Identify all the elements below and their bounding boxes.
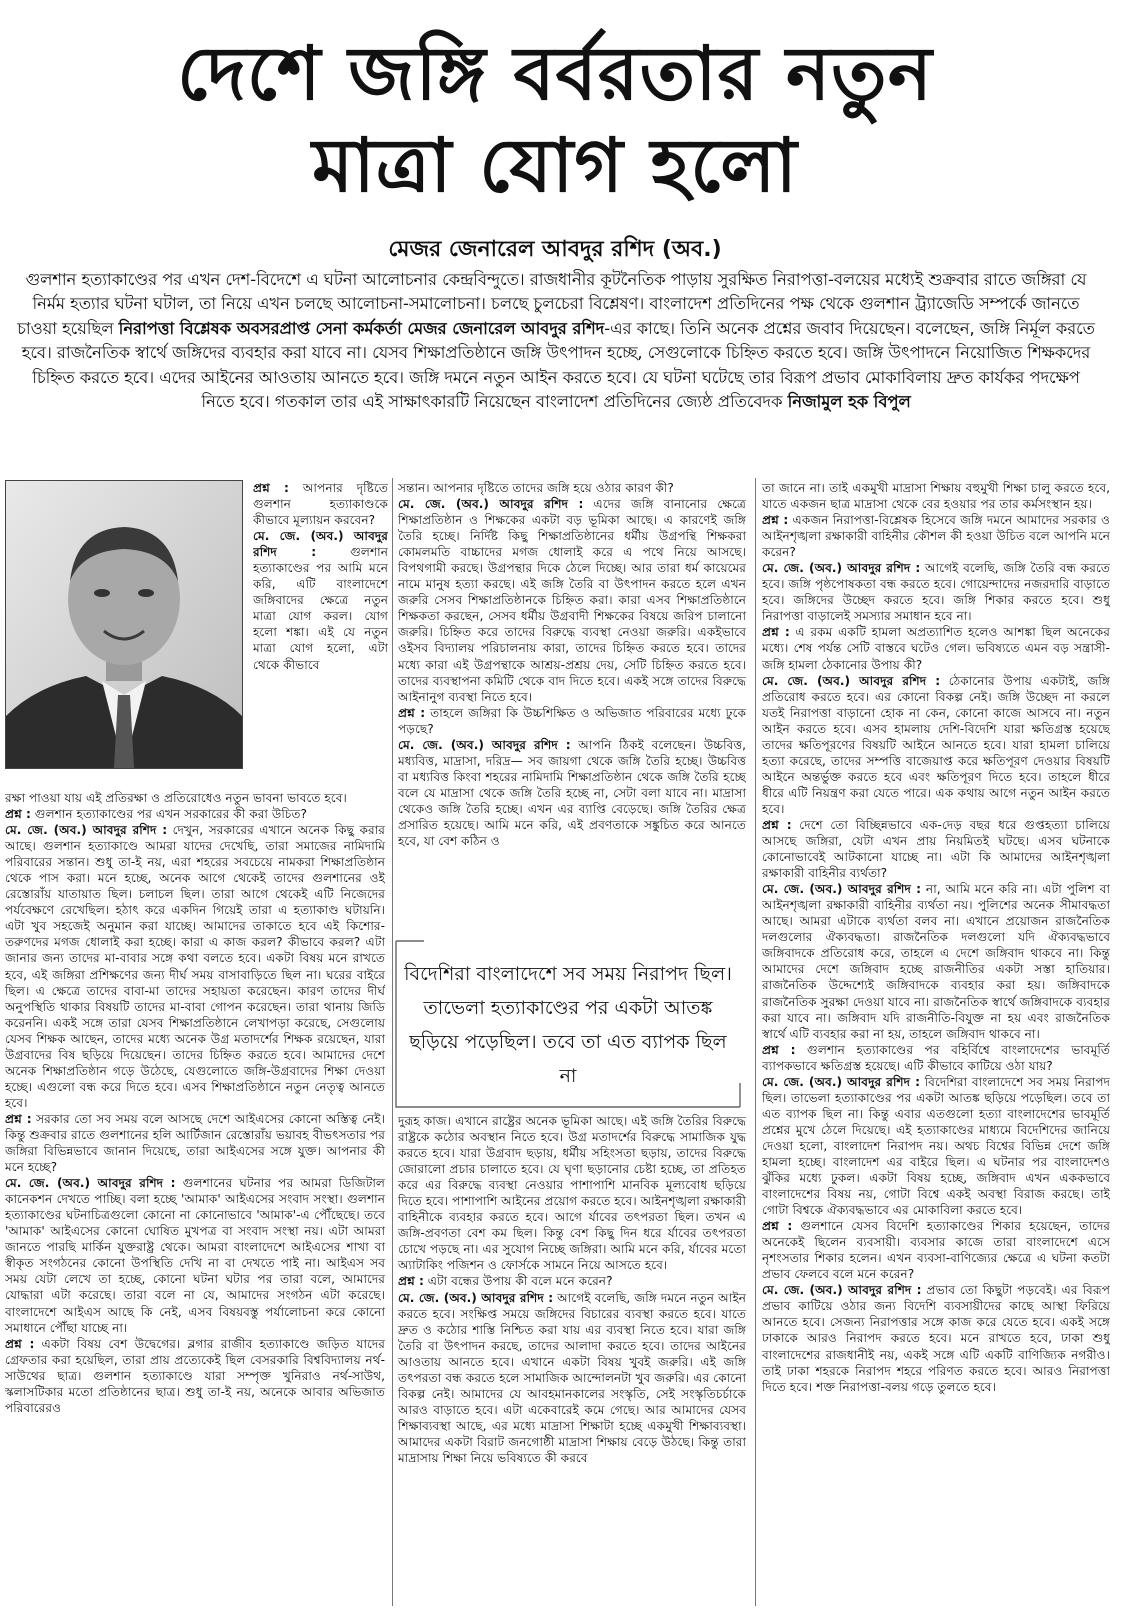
paragraph-text: একজন নিরাপত্তা-বিশ্লেষক হিসেবে জঙ্গি দমনে আমাদের সরকার ও আইনশৃঙ্খলা রক্ষাকারী বাহিনীর কৌশল কী হওয়া উচিত বলে আপনি মনে করেন?	[762, 513, 1110, 560]
column-2-bottom	[398, 1113, 746, 1608]
intro-text-1: গুলশান হত্যাকাণ্ডের পর এখন দেশ-বিদেশে এ ঘটনা আলোচনার কেন্দ্রবিন্দুতে। রাজধানীর কূটনৈতিক পাড়ায় সুরক্ষিত নিরাপত্তা-বলয়ের মধ্যেই শুক্রবার রাতে জঙ্গিরা যে নির্মম হত্যার ঘটনা ঘটাল, তা নিয়ে এখন চলছে আলোচনা-সমালোচনা। চলছে চুলচেরা বিশ্লেষণ। বাংলাদেশ প্রতিদিনের পক্ষ থেকে গুলশান ট্র্যাজেডি সম্পর্কে জানতে চাওয়া হয়েছিল	[17, 270, 1087, 338]
question-label: প্রশ্ন :	[762, 1042, 796, 1057]
paragraph-text: দেশে তো বিচ্ছিন্নভাবে এক-দেড় বছর ধরে গুপ্তহত্যা চালিয়ে আসছে জঙ্গিরা, যেটা এখন প্রায় নিয়মিতই ঘটছে। এসব ঘটনাকে কোনোভাবেই আটকানো যাচ্ছে না। এটা কি আমাদের আইনশৃঙ্খলা রক্ষাকারী বাহিনীর ব্যর্থতা?	[762, 817, 1110, 881]
pull-quote	[390, 935, 746, 1113]
paragraph-text: সরকার তো সব সময় বলে আসছে দেশে আইএসের কোনো অস্তিত্ব নেই। কিন্তু শুক্রবার রাতে গুলশানের হলি আর্টিজান রেস্তোরাঁয় ভয়াবহ বীভৎসতার পর জঙ্গিরা বিভিন্নভাবে জানান দিয়েছে, তারা আইএসের সঙ্গে যুক্ত। আপনার কী মনে হচ্ছে?	[5, 1111, 385, 1175]
pull-quote-text: বিদেশিরা বাংলাদেশে সব সময় নিরাপদ ছিল। তাভেলা হত্যাকাণ্ডের পর একটা আতঙ্ক ছড়িয়ে পড়েছিল। তবে তা এত ব্যাপক ছিল না	[404, 963, 732, 1087]
paragraph-text: বিদেশিরা বাংলাদেশে সব সময় নিরাপদ ছিল। তাভেলা হত্যাকাণ্ডের পর একটা আতঙ্ক ছড়িয়ে পড়েছিল। তবে তা এত ব্যাপক ছিল না। কিন্তু এবার এতগুলো হত্যা বাংলাদেশের ভাবমূর্তি প্রশ্নের মুখে ঠেলে দিয়েছে। এই হত্যাকাণ্ডের মাধ্যমে বিদেশিদের জানিয়ে দেওয়া হলো, বাংলাদেশ নিরাপদ নয়। অথচ বিশ্বের বিভিন্ন দেশে জঙ্গি হামলা হচ্ছে। বাংলাদেশ এর বাইরে ছিল। এ ঘটনার পর বাংলাদেশও ঝুঁকির মধ্যে ঢুকল। একটা বিষয় হচ্ছে, জঙ্গিবাদ এখন এককভাবে বাংলাদেশের বিষয় নয়, গোটা বিশ্বে একই অবস্থা বিরাজ করছে। তাই গোটা বিশ্বকে ঐক্যবদ্ধভাবে এর মোকাবিলা করতে হবে।	[762, 1074, 1110, 1218]
qa-paragraph	[762, 817, 1110, 881]
qa-paragraph	[762, 1042, 1110, 1074]
paragraph-text: আপনার দৃষ্টিতে গুলশান হত্যাকাণ্ডকে কীভাবে মূল্যায়ন করবেন?	[253, 481, 388, 528]
qa-paragraph	[762, 512, 1110, 560]
paragraph-text: গুলশান হত্যাকাণ্ডের পর বহির্বিশ্বে বাংলাদেশের ভাবমূর্তি ব্যাপকভাবে ক্ষতিগ্রস্ত হয়েছে। এটি কীভাবে কাটিয়ে ওঠা যায়?	[762, 1042, 1110, 1073]
question-label: প্রশ্ন :	[762, 1219, 793, 1234]
paragraph-text: প্রভাব তো কিছুটা পড়বেই। এর বিরূপ প্রভাব কাটিয়ে ওঠার জন্য বিদেশি ব্যবসায়ীদের কাছে আস্থা ফিরিয়ে আনতে হবে। সেজন্য নিরাপত্তার সঙ্গে কাজ করে যেতে হবে। একই সঙ্গে ঢাকাকে আরও নিরাপদ করতে হবে। মনে রাখতে হবে, ঢাকা শুধু বাংলাদেশের রাজধানীই নয়, একই সঙ্গে এটি একটি বাণিজ্যিক নগরীও। তাই ঢাকা শহরকে নিরাপদ শহরে পরিণত করতে হবে। আরও নিরাপত্তা দিতে হবে। শক্ত নিরাপত্তা-বলয় গড়ে তুলতে হবে।	[762, 1283, 1110, 1394]
byline: মেজর জেনারেল আবদুর রশিদ (অব.)	[388, 237, 722, 262]
paragraph-text: দেখুন, সরকারের এখানে অনেক কিছু করার আছে। গুলশান হত্যাকাণ্ডে আমরা যাদের দেখেছি, তারা সমাজের নামিদামি পরিবারের সন্তান। শুধু তা-ই নয়, এরা শহরের সবচেয়ে নামকরা শিক্ষাপ্রতিষ্ঠান থেকে পাস করা। মনে হচ্ছে, অনেক আগে থেকেই তাদের গুলশানের ওই রেস্তোরাঁয় যাতায়াত ছিল। চলাচল ছিল। তারা আগে থেকেই এটি নিজেদের পর্যবেক্ষণে রেখেছিল। হঠাৎ করে একদিন গিয়েই তারা এ হত্যাকাণ্ড ঘটায়নি। এটা খুব সহজেই অনুমান করা যাচ্ছে। আমাদের তাকাতে হবে এই কিশোর-তরুণদের মগজ ধোলাই করা হচ্ছে। কারা এ কাজ করল? কীভাবে করল? এটা জানার জন্য তাদের মা-বাবার সঙ্গে কথা বলতে হবে। একটা বিষয় মনে রাখতে হবে, এই জঙ্গিরা প্রশিক্ষণের জন্য দীর্ঘ সময় বাসাবাড়িতে ছিল না। ঘরের বাইরে ছিল। এ ক্ষেত্রে তাদের বাবা-মা তাদের সহায়তা করেছেন। কারণ তাদের দীর্ঘ অনুপস্থিতি থাকার বিষয়টি তাদের মা-বাবা গোপন করেছেন। তারা থানায় জিডি করেননি। একই সঙ্গে তারা যেসব শিক্ষাপ্রতিষ্ঠানে লেখাপড়া করেছে, সেগুলোয় যেসব শিক্ষক আছেন, তাদের মধ্যে অনেক উগ্র মতাদর্শের শিক্ষক রয়েছেন, যারা উগ্রবাদের বিষ ছড়িয়ে দিয়েছেন। তাদের চিহ্নিত করতে হবে। আমাদের দেশে অনেক শিক্ষাপ্রতিষ্ঠান গড়ে উঠেছে, যেগুলোতে জঙ্গি-উগ্রবাদের শিক্ষা দেওয়া হচ্ছে। এগুলো বন্ধ করে দিতে হবে। এসব শিক্ষাপ্রতিষ্ঠানে নতুন নেতৃত্ব আনতে হবে।	[5, 823, 385, 1110]
question-label: প্রশ্ন :	[762, 625, 790, 640]
intro-text-2: -এর কাছে। তিনি অনেক প্রশ্নের জবাব দিয়েছেন। বলেছেন, জঙ্গি নির্মূল করতে হবে। রাজনৈতিক স্বার্থে জঙ্গিদের ব্যবহার করা যাবে না। যেসব শিক্ষাপ্রতিষ্ঠানে জঙ্গি উৎপাদন হচ্ছে, সেগুলোকে চিহ্নিত করতে হবে। জঙ্গি উৎপাদনে নিয়োজিত শিক্ষকদের চিহ্নিত করতে হবে। এদের আইনের আওতায় আনতে হবে। জঙ্গি দমনে নতুন আইন করতে হবে। যে ঘটনা ঘটেছে তার বিরূপ প্রভাব মোকাবিলায় দ্রুত কার্যকর পদক্ষেপ নিতে হবে। গতকাল তার এই সাক্ষাৎকারটি নিয়েছেন বাংলাদেশ প্রতিদিনের জ্যেষ্ঠ প্রতিবেদক	[21, 318, 1095, 412]
qa-paragraph	[762, 560, 1110, 624]
paragraph-text: এ রকম একটি হামলা অপ্রত্যাশিত হলেও আশঙ্কা ছিল অনেকের মধ্যে। শেষ পর্যন্ত সেটি বাস্তবে ঘটেও গেল। ভবিষ্যতে এমন বড় সন্ত্রাসী-জঙ্গি হামলা ঠেকানোর উপায় কী?	[762, 625, 1110, 672]
paragraph-text: একটা বিষয় বেশ উদ্বেগের। ব্লগার রাজীব হত্যাকাণ্ডে জড়িত যাদের গ্রেফতার করা হয়েছিল, তারা প্রায় প্রত্যেকেই ছিল বেসরকারি বিশ্ববিদ্যালয় নর্থ-সাউথের ছাত্র। গুলশান হত্যাকাণ্ডে যারা সম্পৃক্ত খুনিরাও নর্থ-সাউথ, স্কলাসটিকার মতো প্রতিষ্ঠানের ছাত্র। শুধু তা-ই নয়, অনেকে আবার অভিজাত পরিবারেরও	[5, 1336, 385, 1415]
answer-label: মে. জে. (অব.) আবদুর রশিদ :	[398, 737, 571, 752]
qa-paragraph	[398, 1290, 746, 1467]
qa-paragraph	[762, 881, 1110, 1041]
intro-bold-reporter: নিজামুল হক বিপুল	[787, 392, 911, 412]
qa-paragraph	[398, 480, 746, 496]
qa-paragraph	[398, 737, 746, 849]
headline-line-1: দেশে জঙ্গি বর্বরতার নতুন	[177, 31, 933, 117]
qa-paragraph	[5, 1336, 385, 1416]
answer-label: মে. জে. (অব.) আবদুর রশিদ :	[398, 497, 584, 512]
qa-paragraph	[5, 1111, 385, 1175]
paragraph-text: এটা বন্ধের উপায় কী বলে মনে করেন?	[423, 1274, 613, 1289]
answer-label: মে. জে. (অব.) আবদুর রশিদ :	[5, 823, 168, 838]
question-label: প্রশ্ন :	[398, 1274, 424, 1289]
column-1	[5, 790, 385, 1608]
paragraph-text: ঠেকানোর উপায় একটাই, জঙ্গি প্রতিরোধ করতে হবে। এর কোনো বিকল্প নেই। জঙ্গি উচ্ছেদ না করলে যতই নিরাপত্তা বাড়ানো হোক না কেন, কোনো কাজে আসবে না। নতুন আইন করতে হবে। এসব হামলায় দেশি-বিদেশি যারা ক্ষতিগ্রস্ত হয়েছে তাদের ক্ষতিপূরণের বিষয়টি আইনে আনতে হবে। যারা হামলা চালিয়ে হত্যা করেছে, তাদের সম্পত্তি বাজেয়াপ্ত করে ক্ষতিপূরণ দেওয়ার বিষয়টি আইনে অন্তর্ভুক্ত করতে হবে এবং ক্ষতিপূরণ দিতে হবে। তাহলে ধীরে ধীরে এটি নিয়ন্ত্রণ করা যেতে পারে। এক কথায় আগে নতুন আইন করতে হবে।	[762, 673, 1110, 816]
paragraph-text: সন্তান। আপনার দৃষ্টিতে তাদের জঙ্গি হয়ে ওঠার কারণ কী?	[398, 481, 674, 495]
qa-paragraph	[5, 1175, 385, 1335]
answer-label: মে. জে. (অব.) আবদুর রশিদ :	[762, 1074, 920, 1089]
column-beside-photo	[253, 480, 388, 790]
qa-paragraph	[398, 1273, 746, 1289]
qa-paragraph	[762, 624, 1110, 672]
paragraph-text: এদের জঙ্গি বানানোর ক্ষেত্রে শিক্ষাপ্রতিষ্ঠান ও শিক্ষকের একটা বড় ভূমিকা আছে। এ কারণেই জঙ্গি তৈরি হচ্ছে। নির্দিষ্ট কিছু শিক্ষাপ্রতিষ্ঠানের ধর্মীয় উগ্রপন্থি শিক্ষকরা কোমলমতি বাচ্চাদের মগজ ধোলাই করে এ পথে নিয়ে আসছে। বিপথগামী করছে। উগ্রপন্থার দিকে ঠেলে দিচ্ছে। আর তারা ধর্ম কায়েমের নামে মানুষ হত্যা করছে। এই জঙ্গি তৈরি বা উৎপাদন করতে হলে এখন জরুরি সেসব শিক্ষাপ্রতিষ্ঠানকে চিহ্নিত করা। কারা এসব শিক্ষাপ্রতিষ্ঠানে শিক্ষকতা করছেন, সেসব ধর্মীয় উগ্রবাদী শিক্ষকের বিষয়ে জরিপ চালানো জরুরি। চিহ্নিত করে তাদের বিরুদ্ধে ব্যবস্থা নেওয়া জরুরি। একইভাবে ওইসব বিদ্যালয় পরিচালনায় কারা, তাদের চিহ্নিত করতে হবে। তাদের মধ্যে কারা এই উগ্রপন্থাকে আশ্রয়-প্রশ্রয় দেয়, সেটি চিহ্নিত করতে হবে। তাদের ব্যবস্থাপনা কমিটি থেকে বাদ দিতে হবে। একই সঙ্গে তাদের বিরুদ্ধে আইনানুগ ব্যবস্থা নিতে হবে।	[398, 497, 746, 704]
qa-paragraph	[5, 806, 385, 822]
answer-label: মে. জে. (অব.) আবদুর রশিদ :	[398, 1290, 554, 1305]
qa-paragraph	[5, 790, 385, 806]
qa-paragraph	[762, 1074, 1110, 1218]
intro-bold-subject: নিরাপত্তা বিশ্লেষক অবসরপ্রাপ্ত সেনা কর্মকর্তা মেজর জেনারেল আবদুর রশিদ	[118, 318, 605, 338]
question-label: প্রশ্ন :	[762, 817, 792, 832]
paragraph-text: দুরূহ কাজ। এখানে রাষ্ট্রের অনেক ভূমিকা আছে। এই জঙ্গি তৈরির বিরুদ্ধে রাষ্ট্রকে কঠোর অবস্থান নিতে হবে। উগ্র মতাদর্শের বিরুদ্ধে সামাজিক যুদ্ধ করতে হবে। যারা উগ্রবাদ ছড়ায়, ধর্মীয় সহিংসতা ছড়ায়, তাদের বিরুদ্ধে জোরালো প্রচার চালাতে হবে। যে ঘৃণা ছড়ানোর চেষ্টা হচ্ছে, তা প্রতিহত করে এর বিরুদ্ধে ব্যবস্থা নেওয়ার পাশাপাশি মানবিক মূল্যবোধ ছড়িয়ে দিতে হবে। পাশাপাশি আইনের প্রয়োগ করতে হবে। আইনশৃঙ্খলা রক্ষাকারী বাহিনীকে ব্যবহার করতে হবে। আগে র্যাবের তৎপরতা ছিল। তখন এ জঙ্গি-প্রবণতা বেশ কম ছিল। কিন্তু বেশ কিছু দিন ধরে র্যাবের তৎপরতা চোখে পড়ছে না। এর সুযোগ নিচ্ছে জঙ্গিরা। আমি মনে করি, র্যাবের মতো অ্যাটাকিং পজিশন ও ফোর্সকে সামনে নিয়ে আসতে হবে।	[398, 1114, 746, 1273]
question-label: প্রশ্ন :	[253, 481, 289, 495]
question-label: প্রশ্ন :	[398, 705, 426, 720]
qa-paragraph	[762, 1282, 1110, 1394]
qa-paragraph	[762, 1218, 1110, 1282]
qa-paragraph	[762, 673, 1110, 817]
paragraph-text: গুলশান হত্যাকাণ্ডের পর আমি মনে করি, এটি বাংলাদেশে জঙ্গিবাদের ক্ষেত্রে নতুন মাত্রা যোগ করল। যোগ হলো শঙ্কা। এই যে নতুন মাত্রা যোগ হলো, এটা থেকে কীভাবে	[253, 545, 388, 672]
paragraph-text: না, আমি মনে করি না। এটা পুলিশ বা আইনশৃঙ্খলা রক্ষাকারী বাহিনীর ব্যর্থতা নয়। পুলিশের অনেক সীমাবদ্ধতা আছে। আমরা এটাকে ব্যর্থতা বলব না। এখানে প্রয়োজন রাজনৈতিক দলগুলোর ঐক্যবদ্ধতা। রাজনৈতিক দলগুলো যদি ঐক্যবদ্ধভাবে জঙ্গিবাদকে প্রতিরোধ করে, তাহলে এ দেশে জঙ্গিবাদ থাকবে না। কিন্তু আমাদের দেশে জঙ্গিবাদ হচ্ছে রাজনীতির একটা সস্তা হাতিয়ার। রাজনৈতিক উদ্দেশ্যেই জঙ্গিবাদকে ব্যবহার করা হয়। জঙ্গিবাদকে রাজনৈতিক সুরক্ষা দেওয়া যাবে না। রাজনৈতিক স্বার্থে জঙ্গিবাদকে ব্যবহার করা যাবে না। জঙ্গিবাদ যদি রাজনীতি-বিযুক্ত না হয় এবং রাজনৈতিক স্বার্থে এটি ব্যবহার করা না হয়, তাহলে জঙ্গিবাদ থাকবে না।	[762, 882, 1110, 1041]
column-divider	[755, 478, 756, 1606]
qa-paragraph	[253, 480, 388, 528]
paragraph-text: গুলশান হত্যাকাণ্ডের পর এখন সরকারের কী করা উচিত?	[30, 807, 307, 822]
intro-paragraph	[16, 268, 1096, 414]
answer-label: মে. জে. (অব.) আবদুর রশিদ :	[762, 673, 941, 688]
interviewee-photo	[5, 480, 243, 769]
column-divider	[392, 478, 393, 1606]
qa-paragraph	[253, 528, 388, 672]
column-3	[762, 480, 1110, 1608]
paragraph-text: রক্ষা পাওয়া যায় এই প্রতিরক্ষা ও প্রতিরোধেও নতুন ভাবনা ভাবতে হবে।	[5, 791, 347, 805]
answer-label: মে. জে. (অব.) আবদুর রশিদ :	[5, 1176, 176, 1191]
paragraph-text: গুলশানের ঘটনার পর আমরা ডিজিটাল কানেকশন দেখতে পাচ্ছি। বলা হচ্ছে 'আমাক' আইএসের সংবাদ সংস্থা। গুলশান হত্যাকাণ্ডের ঘটনাচিত্রগুলো কোনো না কোনোভাবে 'আমাক'-এ পৌঁছেছে। তবে 'আমাক' আইএসের কোনো ঘোষিত মুখপত্র বা সংবাদ সংস্থা নয়। এটা আমরা জানতে পারছি মার্কিন যুক্তরাষ্ট্র থেকে। আমরা বাংলাদেশে আইএসের শাখা বা স্বীকৃত সংগঠনের কোনো উপস্থিতি দেখি না বা দেখতে পাই না। আইএস সব সময় যেটা লেখে তা হচ্ছে, কোনো ঘটনা ঘটার পর তারা বলে, আমাদের যোদ্ধারা এটা করেছে। তারা বলে না যে, আমাদের সংগঠন এটা করেছে। বাংলাদেশে আইএস আছে কি নেই, এসব বিষয়বস্তু পর্যালোচনা করে কোনো সমাধানে পৌঁছা যাচ্ছে না।	[5, 1176, 385, 1335]
column-2-top	[398, 480, 746, 900]
question-label: প্রশ্ন :	[762, 513, 789, 528]
answer-label: মে. জে. (অব.) আবদুর রশিদ :	[762, 561, 921, 576]
paragraph-text: তাহলে জঙ্গিরা কি উচ্চশিক্ষিত ও অভিজাত পরিবারের মধ্যে ঢুকে পড়ছে?	[398, 705, 746, 736]
qa-paragraph	[762, 480, 1110, 512]
qa-paragraph	[5, 822, 385, 1111]
answer-label: মে. জে. (অব.) আবদুর রশিদ :	[762, 882, 922, 897]
qa-paragraph	[398, 1113, 746, 1273]
headline	[0, 28, 1110, 212]
paragraph-text: আগেই বলেছি, জঙ্গি তৈরি বন্ধ করতে হবে। জঙ্গি পৃষ্ঠপোষকতা বন্ধ করতে হবে। গোয়েন্দাদের নজরদারি বাড়াতে হবে। জঙ্গিদের উচ্ছেদ করতে হবে। জঙ্গি শিকার করতে হবে। শুধু নিরাপত্তা বাড়ালেই সমস্যার সমাধান হবে না।	[762, 561, 1110, 624]
question-label: প্রশ্ন :	[5, 1336, 35, 1351]
question-label: প্রশ্ন :	[5, 807, 31, 822]
portrait-image	[6, 481, 242, 768]
qa-paragraph	[398, 705, 746, 737]
question-label: প্রশ্ন :	[5, 1111, 32, 1126]
paragraph-text: তা জানে না। তাই একমুখী মাদ্রাসা শিক্ষায় বহুমুখী শিক্ষা চালু করতে হবে, যাতে একজন ছাত্র মাদ্রাসা থেকে বের হওয়ার পর তার কর্মসংস্থান হয়।	[762, 481, 1110, 512]
paragraph-text: গুলশানে যেসব বিদেশি হত্যাকাণ্ডের শিকার হয়েছেন, তাদের অনেকেই ছিলেন ব্যবসায়ী। ব্যবসার কাজে তারা বাংলাদেশে এসে নৃশংসতার শিকার হলেন। এখন ব্যবসা-বাণিজ্যের ক্ষেত্রে এ ঘটনা কতটা প্রভাব ফেলবে বলে মনে করেন?	[762, 1219, 1110, 1282]
paragraph-text: আগেই বলেছি, জঙ্গি দমনে নতুন আইন করতে হবে। সংক্ষিপ্ত সময়ে জঙ্গিদের বিচারের ব্যবস্থা করতে হবে। যাতে দ্রুত ও কঠোর শাস্তি নিশ্চিত করা যায় এর ব্যবস্থা নিতে হবে। যারা জঙ্গি তৈরি বা উৎপাদন করছে, তাদের আলাদা করতে হবে। তাদের আইনের আওতায় আনতে হবে। এখানে একটা বিষয় খুবই জরুরি। এই জঙ্গি তৎপরতা বন্ধ করতে হলে সামাজিক আন্দোলনটা খুব জরুরি। এর কোনো বিকল্প নেই। আমাদের যে আবহমানকালের সংস্কৃতি, সেই সংস্কৃতিচর্চাকে আরও বাড়াতে হবে। এটা একেবারেই কমে গেছে। আর আমাদের যেসব শিক্ষাব্যবস্থা আছে, এর মধ্যে মাদ্রাসা শিক্ষাটা হচ্ছে একমুখী শিক্ষাব্যবস্থা। আমাদের একটা বিরাট জনগোষ্ঠী মাদ্রাসা শিক্ষায় বেড়ে উঠছে। কিন্তু তারা মাদ্রাসায় শিক্ষা নিয়ে ভবিষ্যতে কী করবে	[398, 1290, 746, 1465]
answer-label: মে. জে. (অব.) আবদুর রশিদ :	[253, 529, 388, 560]
answer-label: মে. জে. (অব.) আবদুর রশিদ :	[762, 1283, 922, 1298]
qa-paragraph	[398, 496, 746, 705]
headline-line-2: মাত্রা যোগ হলো	[312, 123, 798, 209]
paragraph-text: আপনি ঠিকই বলেছেন। উচ্চবিত্ত, মধ্যবিত্ত, মাদ্রাসা, দরিদ্র— সব জায়গা থেকে জঙ্গি তৈরি হচ্ছে। উচ্চবিত্ত বা মধ্যবিত্ত কিংবা শহরের নামিদামি শিক্ষাপ্রতিষ্ঠান থেকে জঙ্গি তৈরি হচ্ছে বলে যে মাদ্রাসা থেকে জঙ্গি তৈরি হচ্ছে না, সেটা বলা যাবে না। মাদ্রাসা থেকেও জঙ্গি তৈরি হচ্ছে। এখন এর ব্যাপ্তি বেড়েছে। জঙ্গি তৈরির ক্ষেত্র প্রসারিত হয়েছে। আমি মনে করি, এই প্রবণতাকে সঙ্কুচিত করে আনতে হবে, যা বেশ কঠিন ও	[398, 737, 746, 849]
